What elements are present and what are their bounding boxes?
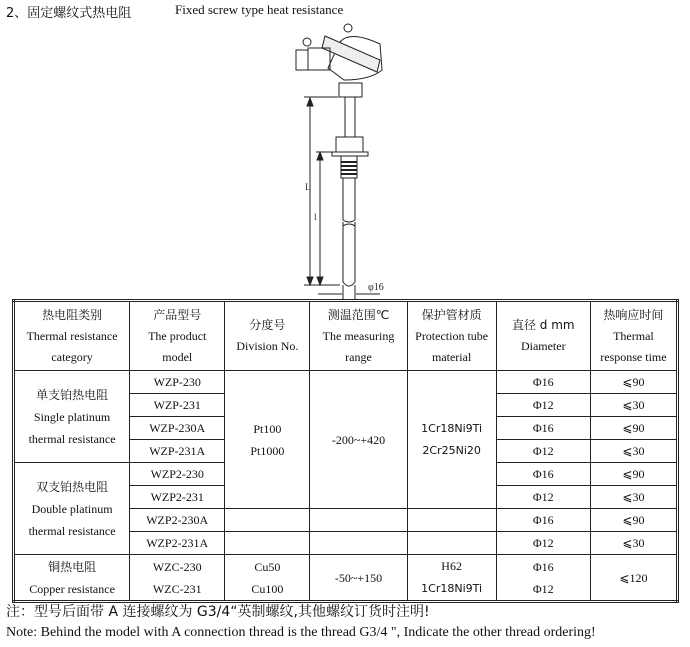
dim-l: l (314, 212, 317, 222)
note-cn: 注：型号后面带 A 连接螺纹为 G3/4“英制螺纹,其他螺纹订货时注明! (6, 604, 430, 620)
diameter-cell: Φ12 (496, 486, 590, 509)
time-cell: ⩽30 (590, 440, 677, 463)
section-title: 2、固定螺纹式热电阻 (6, 6, 132, 21)
model-cell: WZP-230A (130, 417, 225, 440)
group-copper: 铜热电阻 Copper resistance (14, 555, 130, 602)
junction-head-icon (296, 24, 382, 80)
diameter-cell: Φ16 (496, 417, 590, 440)
spec-table (12, 299, 679, 603)
platinum-division: Pt100 Pt1000 (225, 371, 310, 509)
diameter-cell: Φ16 (496, 371, 590, 394)
time-cell: ⩽30 (590, 532, 677, 555)
copper-row (14, 555, 678, 602)
sensor-drawing (280, 0, 420, 300)
header-material: 保护管材质 Protection tube material (407, 301, 496, 371)
diameter-cell: Φ16 (496, 463, 590, 486)
dim-diameter: φ16 (368, 282, 384, 293)
copper-diameter: Φ16 Φ12 (496, 555, 590, 602)
model-cell: WZP-231 (130, 394, 225, 417)
diameter-cell: Φ12 (496, 394, 590, 417)
model-cell: WZP2-230A (130, 509, 225, 532)
header-diameter: 直径 d mm Diameter (496, 301, 590, 371)
header-model: 产品型号 The product model (130, 301, 225, 371)
copper-models: WZC-230 WZC-231 (130, 555, 225, 602)
header-range: 测温范围℃ The measuring range (310, 301, 407, 371)
copper-division: Cu50 Cu100 (225, 555, 310, 602)
model-cell: WZP-231A (130, 440, 225, 463)
time-cell: ⩽90 (590, 509, 677, 532)
copper-range: -50~+150 (310, 555, 407, 602)
group-double: 双支铂热电阻 Double platinum thermal resistance (14, 463, 130, 555)
time-cell: ⩽90 (590, 417, 677, 440)
platinum-material: 1Cr18Ni9Ti 2Cr25Ni20 (407, 371, 496, 509)
dim-L: L (305, 182, 311, 192)
model-cell: WZP2-231A (130, 532, 225, 555)
diameter-cell: Φ12 (496, 532, 590, 555)
header-row (14, 301, 678, 371)
copper-time: ⩽120 (590, 555, 677, 602)
section-title-en: Fixed screw type heat resistance (175, 2, 344, 17)
model-cell: WZP2-230 (130, 463, 225, 486)
copper-material: H62 1Cr18Ni9Ti (407, 555, 496, 602)
table-row (14, 371, 678, 394)
note-en: Note: Behind the model with A connection thread is the thread G3/4 ", Indicate the other thread ordering! (6, 625, 596, 640)
platinum-range: -200~+420 (310, 371, 407, 509)
header-division: 分度号 Division No. (225, 301, 310, 371)
time-cell: ⩽30 (590, 486, 677, 509)
time-cell: ⩽90 (590, 463, 677, 486)
diameter-cell: Φ12 (496, 440, 590, 463)
time-cell: ⩽90 (590, 371, 677, 394)
group-single: 单支铂热电阻 Single platinum thermal resistance (14, 371, 130, 463)
header-category: 热电阻类别 Thermal resistance category (14, 301, 130, 371)
header-response: 热响应时间 Thermal response time (590, 301, 677, 371)
model-cell: WZP-230 (130, 371, 225, 394)
time-cell: ⩽30 (590, 394, 677, 417)
model-cell: WZP2-231 (130, 486, 225, 509)
diameter-cell: Φ16 (496, 509, 590, 532)
